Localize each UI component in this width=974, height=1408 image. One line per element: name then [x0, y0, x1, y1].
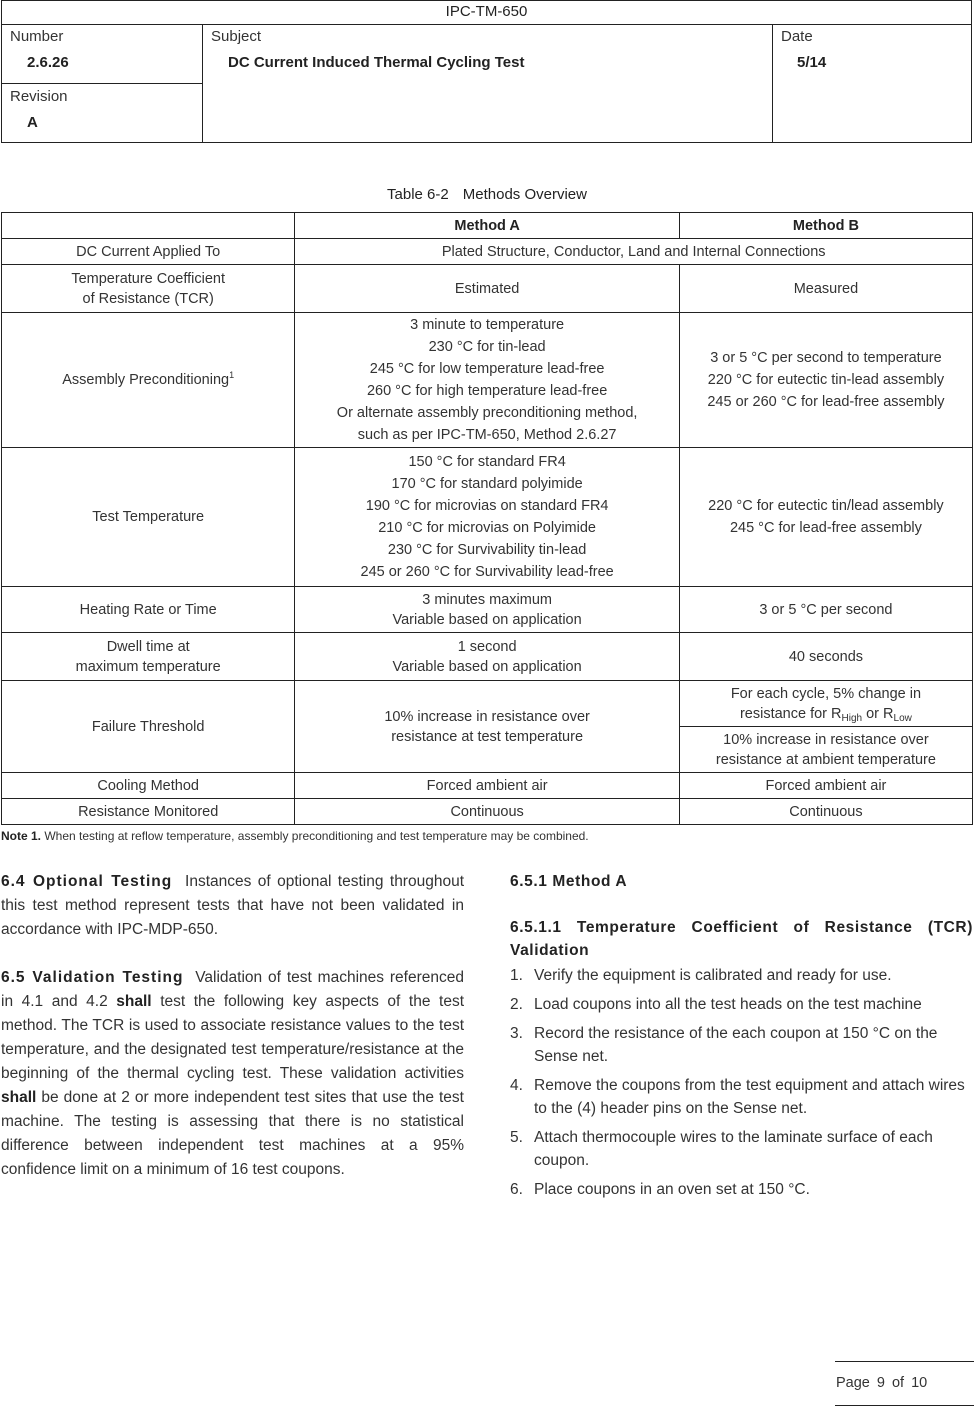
method-b-cell: [679, 313, 972, 448]
cell-line: 260 °C for high temperature lead-free: [366, 383, 608, 399]
section-heading: 6.4 Optional Testing: [1, 873, 173, 890]
step-text: Place coupons in an oven set at 150 °C.: [534, 1181, 810, 1198]
method-a-cell: [295, 681, 679, 773]
row-label: Test Temperature: [2, 448, 295, 587]
subject-cell: [203, 24, 773, 142]
table-number: Table 6-2: [387, 186, 449, 203]
text-fragment: or R: [862, 705, 894, 722]
cell-line: 245 °C for lead-free assembly: [729, 520, 922, 536]
cell-line: 10% increase in resistance over: [384, 708, 590, 725]
document-header: [1, 0, 972, 143]
table-row: [2, 681, 973, 727]
method-a-cell: Continuous: [295, 799, 679, 825]
revision-value: A: [27, 114, 38, 131]
cell-line: 3 minute to temperature: [410, 317, 565, 333]
table-row: [2, 448, 973, 587]
header-method-a: Method A: [295, 213, 679, 239]
table-row: [2, 313, 973, 448]
table-row: [2, 265, 973, 313]
method-b-cell: 3 or 5 °C per second: [679, 587, 972, 633]
section-text: Instances of optional testing throughout this test method represent tests that have not been validated in accordance with IPC-MDP-650.: [1, 873, 464, 938]
row-label: [2, 633, 295, 681]
row-label: DC Current Applied To: [2, 239, 295, 265]
row-label: [2, 313, 295, 448]
text-fragment: resistance for R: [739, 705, 842, 722]
cell-line: 245 °C for low temperature lead-free: [369, 361, 605, 377]
step-text: Load coupons into all the test heads on the test machine: [534, 996, 922, 1013]
note-text: When testing at reflow temperature, assembly preconditioning and test temperature may be combined.: [41, 829, 589, 843]
cell-line: [684, 704, 968, 724]
label-line: Dwell time at: [106, 638, 190, 655]
cell-line: 230 °C for tin-lead: [428, 339, 546, 355]
procedure-steps: [510, 964, 973, 1201]
section-6-5-1-heading: 6.5.1 Method A: [510, 873, 628, 890]
cell-line: such as per IPC-TM-650, Method 2.6.27: [357, 427, 617, 443]
step-text: Remove the coupons from the test equipment and attach wires to the (4) header pins on the Sense net.: [534, 1077, 965, 1117]
page-number: Page 9 of 10: [836, 1375, 928, 1391]
standard-title: IPC-TM-650: [2, 1, 971, 25]
method-b-cell: [679, 727, 972, 773]
right-column: [510, 870, 973, 1207]
cell-line: For each cycle, 5% change in: [730, 685, 922, 702]
subscript: High: [841, 712, 863, 724]
list-item: [510, 1022, 973, 1068]
cell-line: 170 °C for standard polyimide: [391, 476, 583, 492]
method-b-cell: Forced ambient air: [679, 773, 972, 799]
method-b-cell: [679, 448, 972, 587]
revision-cell: [2, 84, 203, 142]
table-title: Methods Overview: [462, 186, 587, 203]
cell-line: 210 °C for microvias on Polyimide: [378, 520, 596, 536]
list-item: [510, 1178, 973, 1201]
method-a-cell: Forced ambient air: [295, 773, 679, 799]
cell-line: resistance at ambient temperature: [715, 751, 936, 768]
method-a-cell: [295, 313, 679, 448]
table-row: [2, 773, 973, 799]
step-text: Verify the equipment is calibrated and ready for use.: [534, 967, 892, 984]
step-number: 5.: [510, 1129, 523, 1146]
page-footer: [835, 1361, 974, 1406]
label-line: of Resistance (TCR): [82, 290, 214, 307]
step-number: 2.: [510, 996, 523, 1013]
step-text: Record the resistance of the each coupon at 150 °C on the Sense net.: [534, 1025, 938, 1065]
cell-line: Or alternate assembly preconditioning method,: [336, 405, 638, 421]
cell-line: resistance at test temperature: [391, 728, 584, 745]
section-6-5: [1, 966, 464, 1182]
date-value: 5/14: [797, 54, 827, 71]
table-note: [1, 829, 589, 843]
cell-line: 230 °C for Survivability tin-lead: [387, 542, 587, 558]
cell-line: 150 °C for standard FR4: [408, 454, 566, 470]
method-b-cell: Continuous: [679, 799, 972, 825]
cell-line: 245 or 260 °C for Survivability lead-free: [360, 564, 614, 580]
table-caption: [0, 186, 974, 203]
section-6-4: [1, 870, 464, 942]
number-value: 2.6.26: [27, 54, 69, 71]
method-b-cell: [679, 681, 972, 727]
method-b-cell: 40 seconds: [679, 633, 972, 681]
table-header-row: [2, 213, 973, 239]
table-row: [2, 587, 973, 633]
label-line: maximum temperature: [75, 658, 221, 675]
table-row: [2, 633, 973, 681]
cell-line: Variable based on application: [392, 658, 582, 675]
date-label: Date: [781, 28, 813, 45]
list-item: [510, 1126, 973, 1172]
label-text: Assembly Preconditioning: [62, 372, 230, 388]
label-line: Temperature Coefficient: [71, 270, 226, 287]
header-blank: [2, 213, 295, 239]
row-label: Heating Rate or Time: [2, 587, 295, 633]
revision-label: Revision: [10, 88, 68, 105]
section-heading: 6.5 Validation Testing: [1, 969, 184, 986]
row-label: [2, 265, 295, 313]
number-label: Number: [10, 28, 64, 45]
section-6-5-1-1-heading: 6.5.1.1 Temperature Coefficient of Resistance (TCR) Validation: [510, 919, 973, 959]
step-number: 6.: [510, 1181, 523, 1198]
list-item: [510, 1074, 973, 1120]
left-column: [1, 870, 464, 1206]
method-a-cell: [295, 448, 679, 587]
row-label: Resistance Monitored: [2, 799, 295, 825]
cell-line: 3 or 5 °C per second to temperature: [710, 350, 942, 366]
date-cell: [773, 24, 971, 142]
method-a-cell: Estimated: [295, 265, 679, 313]
list-item: [510, 964, 973, 987]
section-text: be done at 2 or more independent test sites that use the test machine. The testing is assessing that there is no statistical difference between independent test machines at a 95% confidence limit on a minimum of 16 test coupons.: [1, 1089, 464, 1178]
cell-line: 245 or 260 °C for lead-free assembly: [707, 394, 945, 410]
cell-line: 220 °C for eutectic tin-lead assembly: [707, 372, 945, 388]
method-a-cell: [295, 587, 679, 633]
step-number: 3.: [510, 1025, 523, 1042]
table-row: [2, 239, 973, 265]
list-item: [510, 993, 973, 1016]
method-b-cell: Measured: [679, 265, 972, 313]
subject-label: Subject: [211, 28, 262, 45]
merged-cell: Plated Structure, Conductor, Land and Internal Connections: [295, 239, 973, 265]
step-number: 1.: [510, 967, 523, 984]
subscript: Low: [893, 712, 912, 724]
step-text: Attach thermocouple wires to the laminate surface of each coupon.: [534, 1129, 933, 1169]
subject-value: DC Current Induced Thermal Cycling Test: [228, 54, 525, 71]
footnote-marker: 1: [229, 370, 235, 380]
cell-line: 190 °C for microvias on standard FR4: [365, 498, 609, 514]
number-cell: [2, 24, 203, 84]
cell-line: 1 second: [457, 638, 517, 655]
cell-line: 3 minutes maximum: [422, 591, 552, 608]
cell-line: Variable based on application: [392, 611, 582, 628]
row-label: Cooling Method: [2, 773, 295, 799]
emphasis-shall: shall: [116, 993, 152, 1010]
section-text: test the following key aspects of the test method. The TCR is used to associate resistance values to the test temperature, and the designated test temperature/resistance at the beginning of the thermal cycling test. These validation activities: [1, 993, 464, 1082]
emphasis-shall: shall: [1, 1089, 37, 1106]
note-label: Note 1.: [1, 829, 42, 843]
row-label: Failure Threshold: [2, 681, 295, 773]
cell-line: 220 °C for eutectic tin/lead assembly: [708, 498, 944, 514]
header-method-b: Method B: [679, 213, 972, 239]
method-a-cell: [295, 633, 679, 681]
cell-line: 10% increase in resistance over: [723, 731, 929, 748]
step-number: 4.: [510, 1077, 523, 1094]
section-text: Validation of test machines referenced in 4.1 and 4.2: [1, 969, 464, 1010]
table-row: [2, 799, 973, 825]
methods-overview-table: [1, 212, 973, 825]
